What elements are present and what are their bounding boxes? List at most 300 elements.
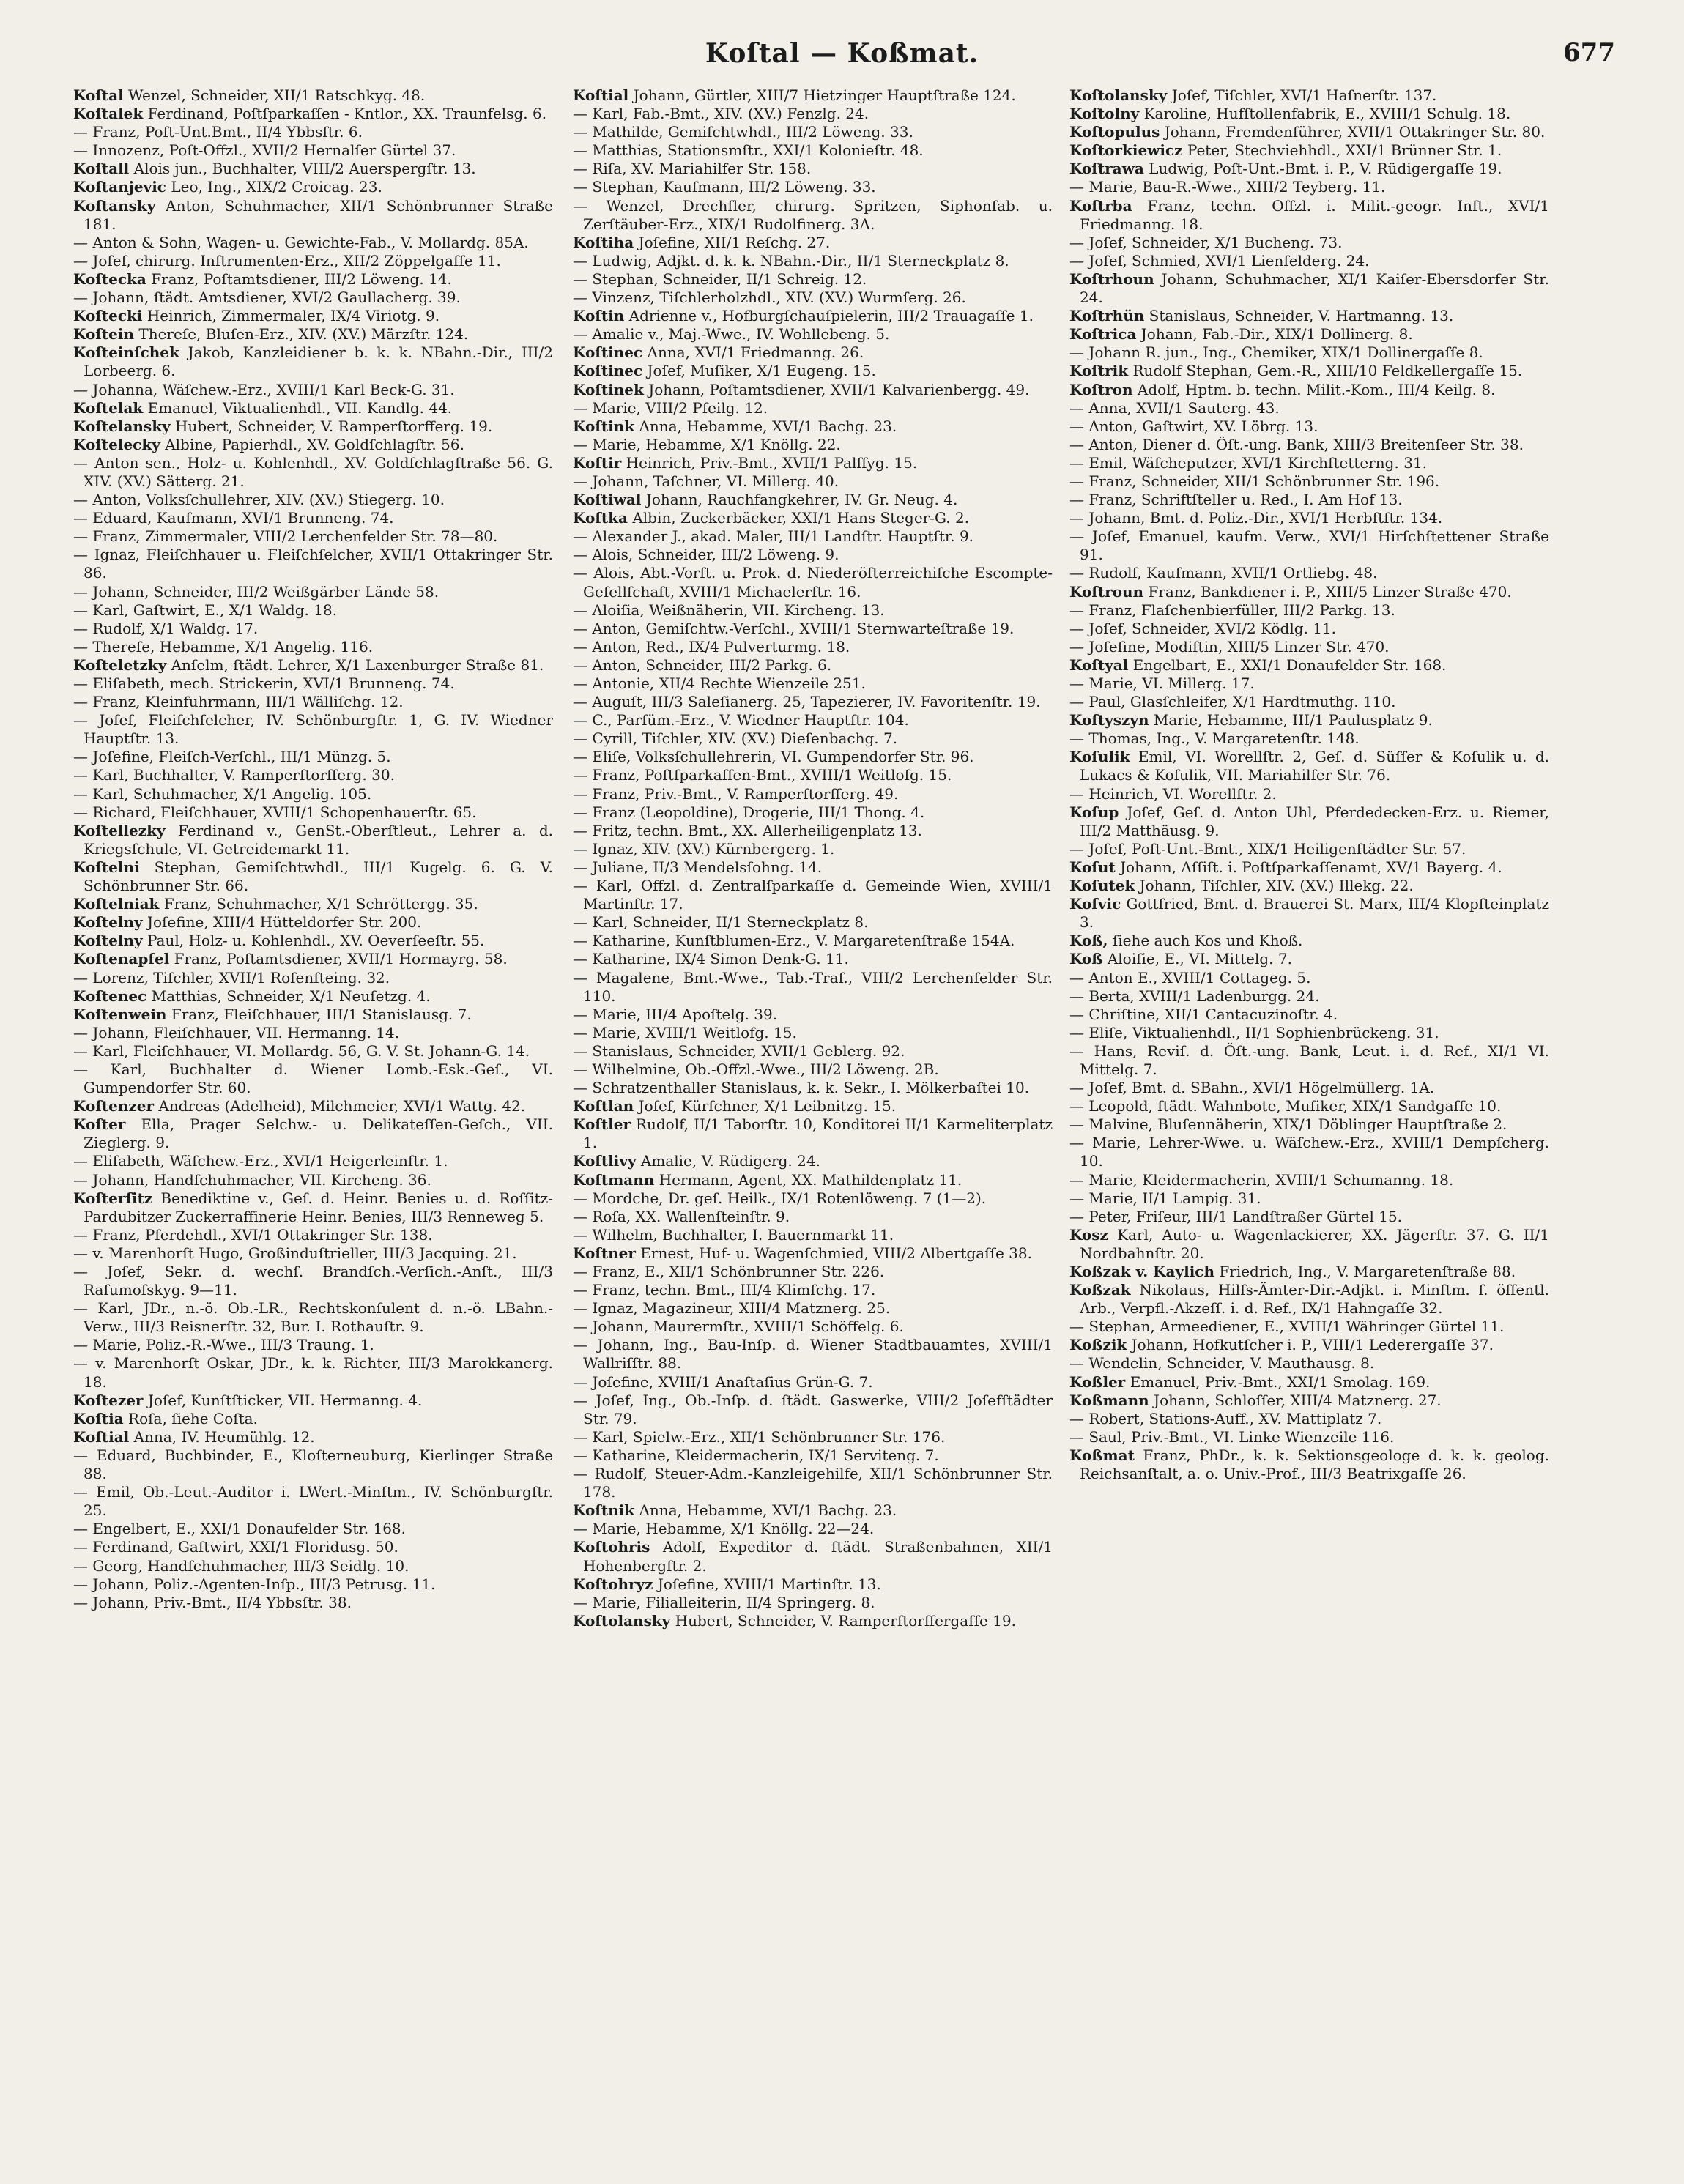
directory-entry: [73, 1538, 553, 1556]
directory-entry: [1069, 1042, 1549, 1079]
entry-details: — Marie, Hebamme, X/1 Knöllg. 22.: [573, 435, 841, 453]
entry-details: — Fritz, techn. Bmt., XX. Allerheiligenplatz 13.: [573, 821, 922, 839]
entry-surname: Koſut: [1069, 858, 1116, 876]
entry-details: — Auguſt, III/3 Saleſianerg. 25, Tapezierer, IV. Favoritenſtr. 19.: [573, 693, 1041, 711]
directory-entry: [73, 1354, 553, 1391]
entry-surname: Koſulik: [1069, 748, 1130, 766]
directory-entry: [1069, 234, 1549, 252]
directory-entry: [73, 711, 553, 748]
directory-entry: [73, 803, 553, 822]
entry-details: — Juliane, II/3 Mendelsſohng. 14.: [573, 858, 823, 876]
entry-details: — Anton, Red., IX/4 Pulverturmg. 18.: [573, 637, 850, 655]
entry-details: Johann, Hofkutſcher i. P., VIII/1 Lederergaſſe 37.: [1131, 1336, 1494, 1354]
entry-details: Joſef, Kürſchner, X/1 Leibnitzg. 15.: [638, 1097, 897, 1115]
directory-entry: [73, 1336, 553, 1354]
directory-entry: [73, 1244, 553, 1263]
entry-surname: Koſtinec: [573, 362, 643, 380]
entry-details: — Rudolf, Kaufmann, XVII/1 Ortliebg. 48.: [1069, 564, 1378, 582]
directory-entry: [573, 289, 1053, 307]
entry-details: — Karl, Buchhalter d. Wiener Lomb.-Esk.-Geſ., VI. Gumpendorfer Str. 60.: [73, 1060, 553, 1097]
directory-entry: [73, 638, 553, 656]
entry-surname: Koſtrba: [1069, 196, 1132, 215]
directory-entry: [73, 785, 553, 803]
entry-details: — Cyrill, Tiſchler, XIV. (XV.) Dieſenbachg. 7.: [573, 729, 898, 748]
directory-entry: [573, 1428, 1053, 1446]
entry-details: — Marie, II/1 Lampig. 31.: [1069, 1189, 1261, 1207]
entry-details: — Karl, Fleiſchhauer, VI. Mollardg. 56, G. V. St. Johann-G. 14.: [73, 1041, 530, 1060]
entry-details: — Franz, E., XII/1 Schönbrunner Str. 226.: [573, 1263, 885, 1280]
directory-entry: [573, 123, 1053, 141]
entry-details: Johann, Poſtamtsdiener, XVII/1 Kalvarienbergg. 49.: [648, 380, 1030, 398]
directory-entry: [573, 546, 1053, 564]
directory-entry: [573, 1520, 1053, 1538]
entry-details: — Karl, Offzl. d. Zentralſparkaſſe d. Gemeinde Wien, XVIII/1 Martinſtr. 17.: [573, 877, 1053, 913]
entry-details: — Rudolf, Steuer-Adm.-Kanzleigehilfe, XII/1 Schönbrunner Str. 178.: [573, 1465, 1053, 1501]
directory-entry: [573, 1024, 1053, 1042]
entry-surname: Koſtin: [573, 307, 625, 325]
directory-entry: [73, 1263, 553, 1299]
directory-entry: [1069, 987, 1549, 1006]
directory-entry: [1069, 1024, 1549, 1042]
entry-details: — Robert, Stations-Auff., XV. Mattiplatz 7.: [1069, 1409, 1382, 1427]
directory-entry: [73, 234, 553, 252]
directory-entry: [73, 381, 553, 399]
page-number: 677: [1563, 38, 1615, 67]
entry-surname: Koſtler: [573, 1115, 631, 1134]
directory-entry: [73, 913, 553, 932]
directory-entry: [573, 932, 1053, 950]
entry-surname: Koßmat: [1069, 1446, 1135, 1464]
entry-details: — Anton, Schneider, III/2 Parkg. 6.: [573, 655, 832, 674]
directory-entry: [573, 1079, 1053, 1097]
entry-details: Joſef, Tiſchler, XVI/1 Haſnerſtr. 137.: [1171, 86, 1437, 104]
entry-details: — Joſef, Schneider, X/1 Bucheng. 73.: [1069, 233, 1343, 251]
entry-details: Karl, Auto- u. Wagenlackierer, XX. Jägerſtr. 37. G. II/1 Nordbahnſtr. 20.: [1080, 1225, 1549, 1262]
entry-details: Engelbart, E., XXI/1 Donaufelder Str. 168.: [1132, 655, 1447, 674]
directory-entry: [1069, 399, 1549, 417]
directory-entry: [1069, 1428, 1549, 1446]
entry-details: — Johann R. jun., Ing., Chemiker, XIX/1 Dollinergaſſe 8.: [1069, 343, 1483, 362]
entry-details: — Emil, Wäſcheputzer, XVI/1 Kirchſtetterng. 31.: [1069, 453, 1427, 472]
entry-details: Anna, XVI/1 Friedmanng. 26.: [647, 343, 864, 362]
entry-surname: Koſtall: [73, 160, 130, 178]
directory-entry: [1069, 969, 1549, 987]
directory-entry: [1069, 675, 1549, 693]
entry-details: Emanuel, Priv.-Bmt., XXI/1 Smolag. 169.: [1130, 1373, 1431, 1391]
directory-entry: [1069, 1171, 1549, 1189]
directory-entry: [73, 620, 553, 638]
entry-details: — Leopold, ſtädt. Wahnbote, Muſiker, XIX/1 Sandgaſſe 10.: [1069, 1097, 1502, 1115]
entry-details: — Franz, Schriftſteller u. Red., I. Am Hof 13.: [1069, 491, 1403, 509]
entry-details: — v. Marenhorſt Hugo, Großinduſtrieller, III/3 Jacquing. 21.: [73, 1244, 517, 1262]
entry-details: — Karl, Buchhalter, V. Ramperſtorfferg. 30.: [73, 766, 395, 784]
directory-entry: [573, 1336, 1053, 1373]
entry-surname: Koſtir: [573, 453, 622, 472]
entry-surname: Koſtansky: [73, 196, 156, 215]
entry-surname: Koſtohris: [573, 1538, 650, 1556]
directory-entry: [73, 491, 553, 509]
directory-entry: [573, 527, 1053, 546]
directory-entry: [1069, 86, 1549, 105]
entry-surname: Koſtinek: [573, 380, 644, 398]
entry-details: Hubert, Schneider, V. Ramperſtorfferg. 19.: [175, 417, 493, 435]
directory-entry: [573, 509, 1053, 527]
entry-details: Joſefine, XVIII/1 Martinſtr. 13.: [657, 1575, 881, 1593]
directory-entry: [573, 1575, 1053, 1594]
entry-details: — Karl, Fab.-Bmt., XIV. (XV.) Fenzlg. 24.: [573, 105, 869, 123]
entry-surname: Koſtal: [73, 86, 124, 104]
entry-details: — Katharine, Kunſtblumen-Erz., V. Margaretenſtraße 154A.: [573, 932, 1015, 950]
directory-entry: [73, 748, 553, 766]
entry-details: — Anton, Diener d. Öſt.-ung. Bank, XIII/3 Breitenſeer Str. 38.: [1069, 435, 1524, 453]
directory-entry: [573, 766, 1053, 784]
entry-details: — Joſef, Schmied, XVI/1 Lienfelderg. 24.: [1069, 251, 1370, 270]
directory-entry: [573, 840, 1053, 858]
directory-entry: [1069, 858, 1549, 877]
entry-details: — Eduard, Buchbinder, E., Kloſterneuburg, Kierlinger Straße 88.: [73, 1446, 553, 1483]
entry-details: Matthias, Schneider, X/1 Neuſetzg. 4.: [151, 987, 431, 1005]
entry-details: Anna, IV. Heumühlg. 12.: [133, 1427, 315, 1446]
directory-entry: [73, 1042, 553, 1061]
entry-details: — Anton sen., Holz- u. Kohlenhdl., XV. Goldſchlagſtraße 56. G. XIV. (XV.) Sätterg. 21.: [73, 453, 553, 490]
directory-entry: [73, 895, 553, 913]
entry-details: — Berta, XVIII/1 Ladenburgg. 24.: [1069, 987, 1320, 1005]
directory-entry: [1069, 1226, 1549, 1263]
entry-details: — Karl, Schneider, II/1 Sterneckplatz 8.: [573, 913, 869, 932]
entry-details: — Anton E., XVIII/1 Cottageg. 5.: [1069, 968, 1311, 987]
entry-details: Franz, Fleiſchhauer, III/1 Stanislausg. 7.: [171, 1005, 472, 1023]
directory-entry: [73, 86, 553, 105]
entry-details: — Johann, Fleiſchhauer, VII. Hermanng. 14.: [73, 1023, 400, 1041]
entry-details: Adrienne v., Hofburgſchauſpielerin, III/2 Trauagaſſe 1.: [628, 307, 1034, 325]
directory-entry: [1069, 1189, 1549, 1208]
entry-details: — Georg, Handſchuhmacher, III/3 Seidlg. 10.: [73, 1556, 409, 1575]
entry-details: — Ignaz, Magazineur, XIII/4 Matznerg. 25.: [573, 1299, 891, 1318]
directory-entry: [1069, 638, 1549, 656]
directory-entry: [73, 1061, 553, 1097]
entry-details: — Joſef, Emanuel, kaufm. Verw., XVI/1 Hirſchſtettener Straße 91.: [1069, 527, 1549, 564]
entry-details: Johann, Fremdenführer, XVII/1 Ottakringer Str. 80.: [1164, 123, 1546, 141]
entry-details: — Chriſtine, XII/1 Cantacuzinoſtr. 4.: [1069, 1005, 1338, 1023]
directory-entry: [73, 1152, 553, 1170]
entry-surname: Koſtrhün: [1069, 307, 1145, 325]
entry-details: — Karl, Spielw.-Erz., XII/1 Schönbrunner Str. 176.: [573, 1427, 946, 1446]
directory-entry: [573, 1042, 1053, 1061]
entry-details: — Eduard, Kaufmann, XVI/1 Brunneng. 74.: [73, 509, 394, 527]
directory-entry: [573, 913, 1053, 932]
entry-details: Emil, VI. Worellſtr. 2, Geſ. d. Süſſer & Koſulik u. d. Lukacs & Koſulik, VII. Mariahilfer Str. 76.: [1080, 748, 1549, 784]
entry-surname: Koſtner: [573, 1244, 636, 1262]
directory-entry: [573, 325, 1053, 343]
entry-details: Aloiſie, E., VI. Mittelg. 7.: [1107, 950, 1292, 968]
directory-entry: [573, 178, 1053, 196]
directory-entry: [573, 711, 1053, 729]
entry-details: Albin, Zuckerbäcker, XXI/1 Hans Steger-G. 2.: [632, 509, 970, 527]
directory-entry: [73, 656, 553, 675]
entry-surname: Koſtein: [73, 325, 134, 343]
entry-details: — Marie, VI. Millerg. 17.: [1069, 675, 1255, 692]
directory-entry: [73, 289, 553, 307]
entry-surname: Koſtohryz: [573, 1575, 653, 1593]
entry-surname: Koſtyszyn: [1069, 711, 1149, 729]
directory-entry: [73, 1226, 553, 1244]
entry-details: Wenzel, Schneider, XII/1 Ratschkyg. 48.: [128, 86, 426, 104]
directory-entry: [573, 381, 1053, 399]
directory-column-2: [573, 86, 1053, 2152]
entry-surname: Koſteinſchek: [73, 343, 179, 362]
directory-entry: [73, 307, 553, 325]
directory-entry: [73, 1575, 553, 1594]
entry-details: — Johann, Bmt. d. Poliz.-Dir., XVI/1 Herbſtſtr. 134.: [1069, 509, 1443, 527]
entry-surname: Koſtnik: [573, 1501, 635, 1520]
entry-details: Johann, Gürtler, XIII/7 Hietzinger Hauptſtraße 124.: [633, 86, 1016, 104]
entry-details: Anton, Schuhmacher, XII/1 Schönbrunner Straße 181.: [84, 196, 553, 233]
directory-entry: [73, 197, 553, 234]
directory-entry: [73, 343, 553, 380]
directory-entry: [573, 1244, 1053, 1263]
entry-details: — Franz, Poſt-Unt.Bmt., II/4 Ybbsſtr. 6.: [73, 123, 363, 141]
entry-surname: Koſutek: [1069, 877, 1135, 895]
directory-entry: [1069, 123, 1549, 141]
directory-entry: [573, 234, 1053, 252]
directory-entry: [73, 160, 553, 178]
directory-entry: [573, 160, 1053, 178]
directory-entry: [1069, 1446, 1549, 1483]
directory-entry: [573, 417, 1053, 436]
entry-details: — Johann, Schneider, III/2 Weißgärber Lände 58.: [73, 582, 439, 601]
directory-entry: [73, 932, 553, 950]
directory-entry: [573, 436, 1053, 454]
entry-details: — Katharine, Kleidermacherin, IX/1 Servitеng. 7.: [573, 1446, 939, 1464]
entry-details: Peter, Stechviehhdl., XXI/1 Brünner Str. 1.: [1187, 141, 1502, 160]
directory-entry: [573, 638, 1053, 656]
entry-details: — Joſef, Sekr. d. wechſ. Brandſch.-Verſich.-Anſt., III/3 Raſumofskyg. 9—11.: [73, 1263, 553, 1299]
entry-surname: Koſtmann: [573, 1170, 655, 1189]
directory-entry: [73, 675, 553, 693]
entry-surname: Koſtink: [573, 417, 635, 435]
directory-entry: [573, 1152, 1053, 1170]
directory-entry: [573, 86, 1053, 105]
entry-details: — Richard, Fleiſchhauer, XVIII/1 Schopenhauerſtr. 65.: [73, 803, 477, 821]
entry-surname: Koſtroun: [1069, 582, 1144, 601]
entry-surname: Kosz: [1069, 1225, 1108, 1244]
entry-details: — Johann, Taſchner, VI. Millerg. 40.: [573, 472, 839, 490]
entry-details: — Saul, Priv.-Bmt., VI. Linke Wienzeile 116.: [1069, 1427, 1395, 1446]
entry-surname: Koſtolny: [1069, 105, 1140, 123]
entry-details: Franz, Bankdiener i. P., XIII/5 Linzer Straße 470.: [1148, 582, 1512, 601]
entry-details: — Joſef, Fleiſchſelcher, IV. Schönburgſtr. 1, G. IV. Wiedner Hauptſtr. 13.: [73, 711, 553, 748]
entry-details: — Malvine, Bluſennäherin, XIX/1 Döblinger Hauptſtraße 2.: [1069, 1115, 1507, 1134]
entry-details: — Stephan, Kaufmann, III/2 Löweng. 33.: [573, 178, 876, 196]
directory-entry: [1069, 1373, 1549, 1392]
entry-details: Johann, Tiſchler, XIV. (XV.) Illekg. 22.: [1139, 877, 1414, 895]
entry-details: — Schratzenthaller Stanislaus, k. k. Sekr., I. Mölkerbaſtei 10.: [573, 1079, 1030, 1097]
directory-entry: [573, 969, 1053, 1006]
entry-details: Joſef, Muſiker, X/1 Eugeng. 15.: [647, 362, 876, 380]
entry-surname: Koſtorkiewicz: [1069, 141, 1183, 160]
entry-details: Franz, PhDr., k. k. Sektionsgeologe d. k. k. geolog. Reichsanſtalt, a. o. Univ.-Prof., III/3 Beatrixgaſſe 26.: [1080, 1446, 1549, 1483]
entry-details: — Marie, Filialleiterin, II/4 Springerg. 8.: [573, 1593, 875, 1611]
entry-details: — Emil, Ob.-Leut.-Auditor i. LWert.-Minſtm., IV. Schönburgſtr. 25.: [73, 1483, 553, 1520]
directory-entry: [573, 472, 1053, 491]
entry-details: — Franz, Flaſchenbierfüller, III/2 Parkg. 13.: [1069, 601, 1395, 619]
entry-details: — Johanna, Wäſchew.-Erz., XVIII/1 Karl Beck-G. 31.: [73, 380, 455, 398]
directory-entry: [573, 877, 1053, 913]
directory-entry: [573, 1373, 1053, 1392]
entry-details: — Marie, Lehrer-Wwe. u. Wäſchew.-Erz., XVIII/1 Dempſcherg. 10.: [1069, 1134, 1549, 1170]
directory-entry: [1069, 178, 1549, 196]
entry-details: — Mathilde, Gemiſchtwhdl., III/2 Löweng. 33.: [573, 123, 913, 141]
directory-entry: [573, 858, 1053, 877]
entry-details: Franz, Poſtamtsdiener, III/2 Löweng. 14.: [151, 270, 452, 288]
entry-surname: Koſtenwein: [73, 1005, 167, 1023]
entry-details: — Anton, Volksſchullehrer, XIV. (XV.) Stiegerg. 10.: [73, 491, 445, 509]
directory-entry: [73, 417, 553, 436]
entry-details: Amalie, V. Rüdigerg. 24.: [640, 1152, 820, 1170]
entry-surname: Koſtelny: [73, 913, 143, 932]
entry-details: — C., Parfüm.-Erz., V. Wiedner Hauptſtr. 104.: [573, 711, 909, 729]
entry-surname: Koſtelecky: [73, 435, 160, 453]
entry-surname: Koß: [1069, 950, 1103, 968]
entry-surname: Koſtelansky: [73, 417, 171, 435]
entry-details: — Karl, JDr., n.-ö. Ob.-LR., Rechtskonſulent d. n.-ö. LBahn.-Verw., III/3 Reisnerſtr. 32, Bur. I. Rothauſtr. 9.: [73, 1299, 553, 1336]
entry-details: Hermann, Agent, XX. Mathildenplatz 11.: [659, 1170, 962, 1189]
directory-entry: [1069, 417, 1549, 436]
entry-details: Thereſe, Bluſen-Erz., XIV. (XV.) Märzſtr. 124.: [138, 325, 469, 343]
entry-surname: Koſtial: [73, 1427, 130, 1446]
entry-details: — Engelbert, E., XXI/1 Donaufelder Str. 168.: [73, 1520, 406, 1538]
directory-entry: [73, 583, 553, 601]
directory-entry: [573, 343, 1053, 362]
entry-details: — Marie, III/4 Apoſtelg. 39.: [573, 1005, 778, 1023]
entry-details: Friedrich, Ing., V. Margaretenſtraße 88.: [1219, 1263, 1516, 1280]
directory-entry: [73, 252, 553, 270]
entry-surname: Koſup: [1069, 803, 1119, 821]
directory-entry: [573, 693, 1053, 711]
directory-column-1: [73, 86, 553, 2152]
directory-entry: [573, 362, 1053, 380]
directory-entry: [73, 1557, 553, 1575]
directory-entry: [1069, 748, 1549, 784]
directory-entry: [573, 1318, 1053, 1336]
directory-entry: [73, 693, 553, 711]
directory-entry: [573, 1097, 1053, 1115]
directory-entry: [573, 950, 1053, 968]
directory-entry: [73, 123, 553, 141]
directory-entry: [1069, 1281, 1549, 1318]
entry-surname: Koſtrica: [1069, 325, 1137, 343]
entry-details: — Anton, Gemiſchtw.-Verſchl., XVIII/1 Sternwarteſtraße 19.: [573, 619, 1015, 637]
directory-entry: [73, 436, 553, 454]
entry-details: — Franz, Pferdehdl., XVI/1 Ottakringer Str. 138.: [73, 1225, 433, 1244]
entry-surname: Koßmann: [1069, 1391, 1149, 1409]
directory-entry: [1069, 583, 1549, 601]
entry-details: — Marie, XVIII/1 Weitlofg. 15.: [573, 1023, 797, 1041]
entry-details: — Franz, Poſtſparkaſſen-Bmt., XVIII/1 Weitlofg. 15.: [573, 766, 952, 784]
directory-entry: [573, 1189, 1053, 1208]
directory-entry: [573, 1465, 1053, 1501]
entry-details: Johann, Aſſiſt. i. Poſtſparkaſſenamt, XV/1 Bayerg. 4.: [1120, 858, 1502, 876]
directory-entry: [573, 1171, 1053, 1189]
entry-surname: Koſtrhoun: [1069, 270, 1154, 288]
entry-details: — Ignaz, XIV. (XV.) Kürnbergerg. 1.: [573, 839, 835, 858]
directory-entry: [1069, 381, 1549, 399]
entry-details: ſiehe auch Kos und Khoß.: [1112, 932, 1303, 950]
entry-surname: Koſtanjevic: [73, 178, 166, 196]
entry-details: — Johann, Priv.-Bmt., II/4 Ybbsſtr. 38.: [73, 1593, 352, 1611]
entry-details: — Alois, Schneider, III/2 Löweng. 9.: [573, 546, 839, 564]
entry-details: — Katharine, IX/4 Simon Denk-G. 11.: [573, 950, 849, 968]
entry-details: Joſefine, XII/1 Reſchg. 27.: [638, 233, 831, 251]
entry-details: — Wendelin, Schneider, V. Mauthausg. 8.: [1069, 1354, 1375, 1373]
directory-entry: [73, 1097, 553, 1115]
entry-details: — Stanislaus, Schneider, XVII/1 Geblerg. 92.: [573, 1041, 905, 1060]
entry-details: — Alexander J., akad. Maler, III/1 Landſtr. Hauptſtr. 9.: [573, 527, 974, 546]
entry-details: Nikolaus, Hilfs-Ämter-Dir.-Adjkt. i. Minſtm. f. öffentl. Arb., Verpfl.-Akzeſſ. i. d. Ref., IX/1 Hahngaſſe 32.: [1080, 1281, 1549, 1318]
entry-details: — Joſef, Bmt. d. SBahn., XVI/1 Högelmüllerg. 1A.: [1069, 1079, 1435, 1097]
entry-details: — Joſef, Schneider, XVI/2 Ködlg. 11.: [1069, 619, 1337, 637]
entry-surname: Koſtelni: [73, 858, 140, 876]
entry-details: — Eliſabeth, Wäſchew.-Erz., XVI/1 Heigerleinſtr. 1.: [73, 1152, 448, 1170]
entry-surname: Koſtia: [73, 1409, 124, 1427]
entry-surname: Koſtecki: [73, 307, 143, 325]
entry-details: Andreas (Adelheid), Milchmeier, XVI/1 Wattg. 42.: [158, 1097, 526, 1115]
entry-surname: Koſtopulus: [1069, 123, 1160, 141]
directory-entry: [1069, 950, 1549, 968]
entry-details: — Stephan, Schneider, II/1 Schreig. 12.: [573, 270, 867, 288]
directory-entry: [73, 1171, 553, 1189]
entry-details: Johann, Fab.-Dir., XIX/1 Dollinerg. 8.: [1140, 325, 1413, 343]
entry-surname: Koſtezer: [73, 1391, 144, 1409]
directory-entry: [1069, 1079, 1549, 1097]
directory-entry: [73, 1392, 553, 1410]
directory-entry: [573, 1281, 1053, 1299]
directory-entry: [1069, 1208, 1549, 1226]
entry-details: Ludwig, Poſt-Unt.-Bmt. i. P., V. Rüdigergaſſe 19.: [1149, 160, 1502, 178]
entry-surname: Koßler: [1069, 1373, 1126, 1391]
entry-details: Gottfried, Bmt. d. Brauerei St. Marx, III/4 Klopſteinplatz 3.: [1080, 895, 1549, 932]
entry-details: — Rudolf, X/1 Waldg. 17.: [73, 619, 259, 637]
entry-surname: Koſtlan: [573, 1097, 634, 1115]
entry-details: — Marie, Hebamme, X/1 Knöllg. 22—24.: [573, 1520, 875, 1538]
entry-details: — Franz, Zimmermaler, VIII/2 Lerchenfelder Str. 78—80.: [73, 527, 498, 546]
entry-details: — Wilhelmine, Ob.-Offzl.-Wwe., III/2 Löweng. 2B.: [573, 1060, 939, 1078]
entry-details: — Thereſe, Hebamme, X/1 Angelig. 116.: [73, 637, 374, 655]
entry-details: — Wenzel, Drechſler, chirurg. Spritzen, Siphonfab. u. Zerſtäuber-Erz., XIX/1 Rudolfinerg. 3A.: [573, 196, 1053, 233]
entry-details: — Johann, Maurermſtr., XVIII/1 Schöffelg. 6.: [573, 1318, 904, 1336]
directory-entry: [73, 858, 553, 895]
directory-entry: [1069, 141, 1549, 160]
entry-surname: Koſtiwal: [573, 491, 642, 509]
entry-details: — Lorenz, Tiſchler, XVII/1 Roſenſteing. 32.: [73, 968, 390, 987]
entry-details: — Eliſe, Volksſchullehrerin, VI. Gumpendorfer Str. 96.: [573, 748, 974, 766]
directory-entry: [1069, 307, 1549, 325]
entry-surname: Koſtolansky: [1069, 86, 1168, 104]
directory-entry: [1069, 564, 1549, 582]
directory-entry: [573, 491, 1053, 509]
directory-entry: [573, 399, 1053, 417]
directory-entry: [1069, 877, 1549, 895]
entry-details: Johann, Schuhmacher, XI/1 Kaiſer-Ebersdorfer Str. 24.: [1080, 270, 1549, 307]
directory-entry: [573, 785, 1053, 803]
directory-entry: [1069, 160, 1549, 178]
directory-entry: [73, 141, 553, 160]
entry-details: — Hans, Reviſ. d. Öſt.-ung. Bank, Leut. i. d. Ref., XI/1 VI. Mittelg. 7.: [1069, 1041, 1549, 1078]
directory-entry: [573, 1446, 1053, 1465]
entry-details: — Marie, Bau-R.-Wwe., XIII/2 Teyberg. 11.: [1069, 178, 1386, 196]
entry-details: — Ludwig, Adjkt. d. k. k. NBahn.-Dir., II/1 Sternеckplatz 8.: [573, 251, 1009, 270]
entry-details: — Thomas, Ing., V. Margaretenſtr. 148.: [1069, 729, 1360, 748]
